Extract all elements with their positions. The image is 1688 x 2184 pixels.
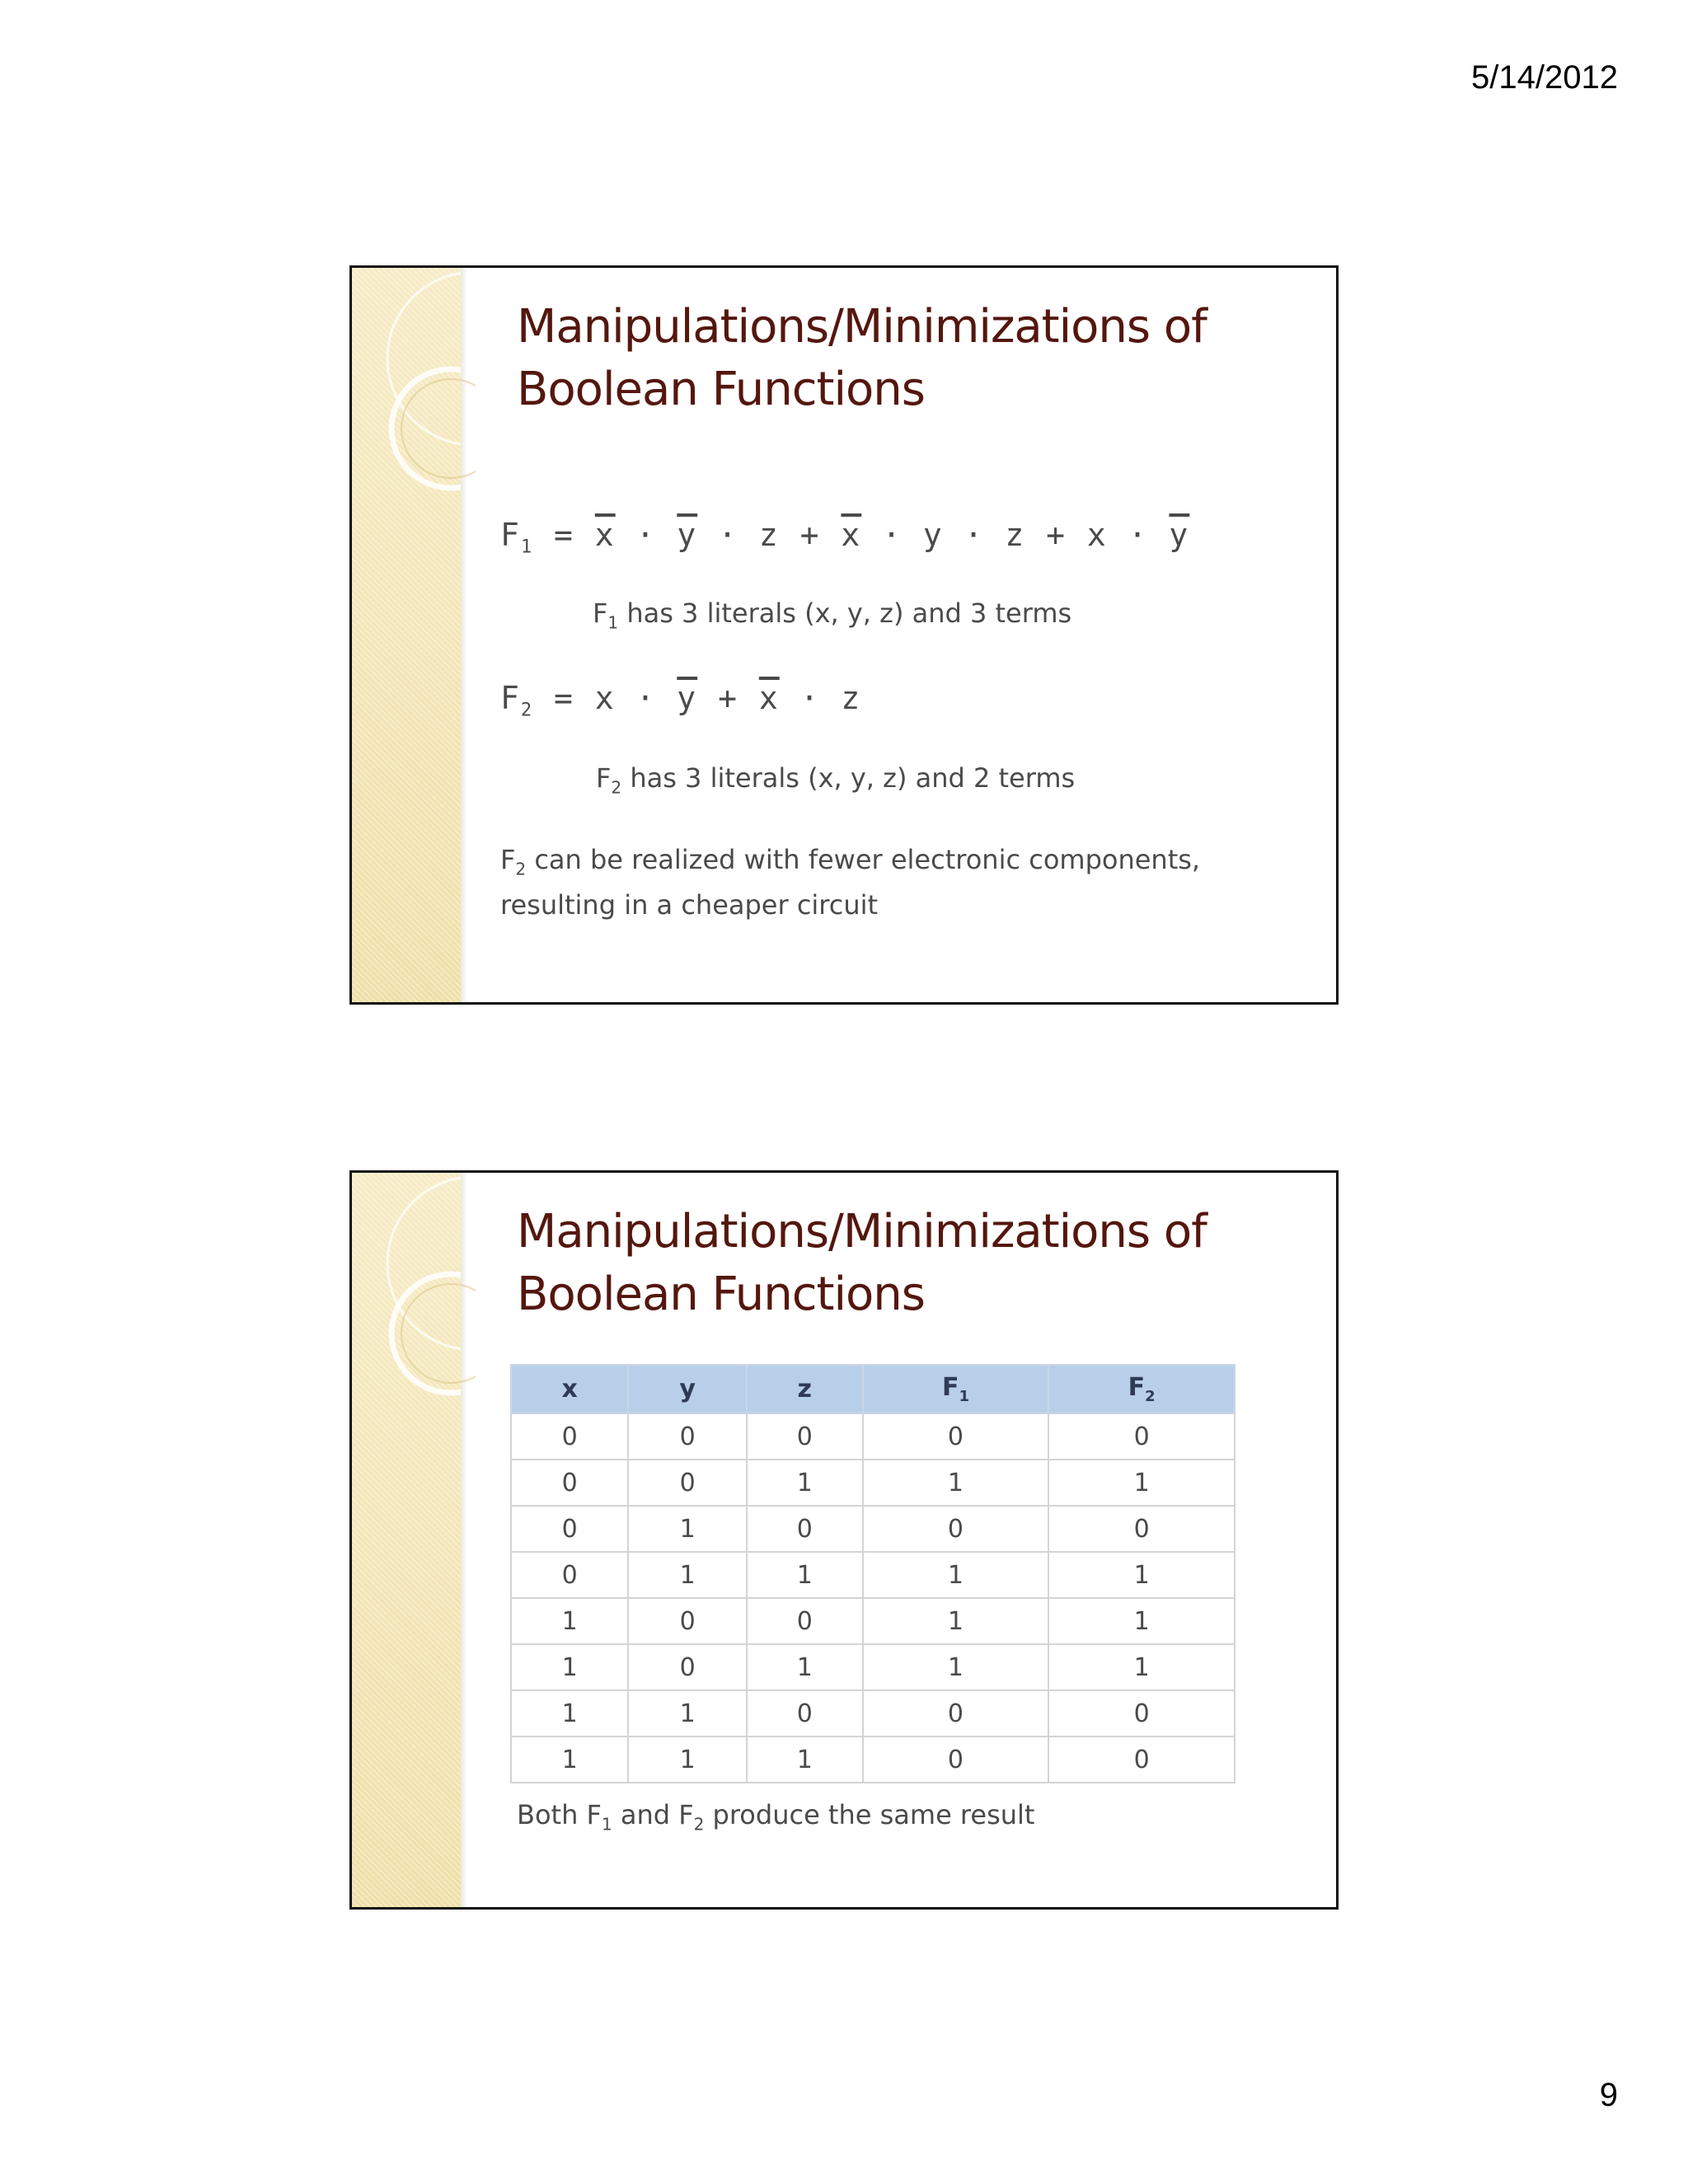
table-cell: 1 xyxy=(1048,1644,1235,1690)
table-cell: 1 xyxy=(747,1460,863,1506)
equation-f1-note: $F_1$ has 3 literals (x, y, z) and 3 terms xyxy=(593,598,1072,633)
table-cell: 1 xyxy=(511,1736,628,1783)
table-cell: 0 xyxy=(1048,1506,1235,1552)
table-cell: 1 xyxy=(863,1644,1049,1690)
column-header-z: z xyxy=(747,1365,863,1413)
table-cell: 1 xyxy=(511,1598,628,1644)
page-number: 9 xyxy=(1599,2077,1618,2113)
table-cell: 0 xyxy=(747,1506,863,1552)
table-cell: 0 xyxy=(511,1460,628,1506)
table-row xyxy=(511,1644,1235,1690)
table-row xyxy=(511,1736,1235,1783)
table-row xyxy=(511,1506,1235,1552)
table-cell: 0 xyxy=(511,1506,628,1552)
conclusion-text: $F_2$ can be realized with fewer electronic components, resulting in a cheaper circuit xyxy=(500,844,1201,921)
table-cell: 0 xyxy=(1048,1736,1235,1783)
equation-f2-note: $F_2$ has 3 literals (x, y, z) and 2 terms xyxy=(596,762,1076,798)
table-row xyxy=(511,1598,1235,1644)
table-cell: 1 xyxy=(511,1690,628,1736)
slide-decoration-strip xyxy=(352,268,461,1002)
table-cell: 1 xyxy=(863,1552,1049,1598)
table-cell: 1 xyxy=(1048,1598,1235,1644)
table-cell: 1 xyxy=(628,1506,747,1552)
ring-decoration-icon xyxy=(352,1173,476,1910)
table-cell: 1 xyxy=(747,1736,863,1783)
column-header-f1: $F_1$ xyxy=(863,1365,1049,1413)
table-cell: 1 xyxy=(628,1690,747,1736)
table-cell: 0 xyxy=(511,1552,628,1598)
table-cell: 0 xyxy=(628,1460,747,1506)
slide-title: Manipulations/Minimizations of Boolean Functions xyxy=(517,300,1207,416)
table-cell: 0 xyxy=(747,1690,863,1736)
table-cell: 0 xyxy=(1048,1690,1235,1736)
table-caption: Both $F_1$ and $F_2$ produce the same result xyxy=(517,1799,1035,1835)
table-cell: 0 xyxy=(511,1413,628,1460)
table-cell: 1 xyxy=(747,1552,863,1598)
table-cell: 0 xyxy=(747,1413,863,1460)
table-cell: 1 xyxy=(628,1736,747,1783)
table-cell: 0 xyxy=(863,1506,1049,1552)
table-cell: 0 xyxy=(863,1736,1049,1783)
equation-f1: $F_1 = \overline{x} \cdot \overline{y} \cdot z + \overline{x} \cdot y \cdot z + x \cdot \overline{y}$ xyxy=(500,517,1190,558)
table-cell: 1 xyxy=(863,1460,1049,1506)
ring-decoration-icon xyxy=(352,268,476,1005)
table-row xyxy=(511,1552,1235,1598)
table-cell: 0 xyxy=(1048,1413,1235,1460)
table-cell: 0 xyxy=(863,1413,1049,1460)
truth-table xyxy=(510,1364,1236,1783)
table-cell: 1 xyxy=(863,1598,1049,1644)
slide-decoration-strip xyxy=(352,1173,461,1907)
table-cell: 0 xyxy=(863,1690,1049,1736)
table-row xyxy=(511,1690,1235,1736)
table-row xyxy=(511,1413,1235,1460)
slide-1 xyxy=(349,265,1339,1005)
column-header-y: y xyxy=(628,1365,747,1413)
table-cell: 1 xyxy=(1048,1552,1235,1598)
table-cell: 1 xyxy=(628,1552,747,1598)
table-header-row xyxy=(511,1365,1235,1413)
column-header-f2: $F_2$ xyxy=(1048,1365,1235,1413)
slide-title: Manipulations/Minimizations of Boolean Functions xyxy=(517,1205,1207,1321)
page-date: 5/14/2012 xyxy=(1471,59,1618,96)
column-header-x: x xyxy=(511,1365,628,1413)
table-cell: 1 xyxy=(747,1644,863,1690)
table-cell: 1 xyxy=(1048,1460,1235,1506)
table-cell: 1 xyxy=(511,1644,628,1690)
table-row xyxy=(511,1460,1235,1506)
table-cell: 0 xyxy=(628,1644,747,1690)
slide-2 xyxy=(349,1170,1339,1910)
equation-f2: $F_2 = x \cdot \overline{y} + \overline{x} \cdot z$ xyxy=(500,680,862,721)
table-cell: 0 xyxy=(747,1598,863,1644)
table-cell: 0 xyxy=(628,1598,747,1644)
table-cell: 0 xyxy=(628,1413,747,1460)
